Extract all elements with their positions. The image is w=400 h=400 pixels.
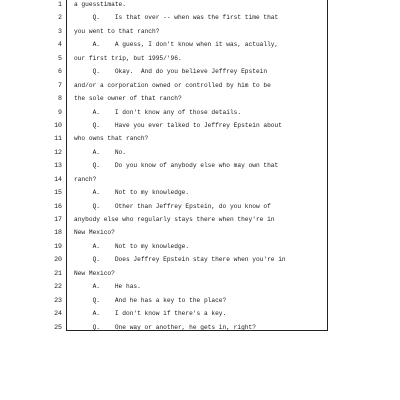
- transcript-line: Q. Have you ever talked to Jeffrey Epstein about: [74, 121, 282, 129]
- line-number: 7: [58, 81, 62, 89]
- transcript-line: A. Not to my knowledge.: [74, 242, 190, 250]
- transcript-line: A. No.: [74, 148, 126, 156]
- line-number: 22: [54, 283, 62, 291]
- line-number: 16: [54, 202, 62, 210]
- line-number: 21: [54, 269, 62, 277]
- line-number: 1: [58, 1, 62, 8]
- transcript-text: [74, 0, 324, 334]
- transcript-line: Q. One way or another, he gets in, right?: [74, 323, 256, 331]
- transcript-line: Q. Is that over -- when was the first time that: [74, 14, 279, 22]
- line-number: 18: [54, 229, 62, 237]
- transcript-line: A. Not to my knowledge.: [74, 189, 190, 197]
- line-number: 8: [58, 95, 62, 103]
- transcript-line: Q. Do you know of anybody else who may own that: [74, 162, 279, 170]
- transcript-line: the sole owner of that ranch?: [74, 95, 182, 103]
- line-number: 2: [58, 14, 62, 22]
- line-number: 15: [54, 189, 62, 197]
- line-number: 19: [54, 242, 62, 250]
- line-number: 13: [54, 162, 62, 170]
- transcript-line: you went to that ranch?: [74, 27, 160, 35]
- line-number: 3: [58, 27, 62, 35]
- line-number: 12: [54, 148, 62, 156]
- transcript-line: A. I don't know if there's a key.: [74, 310, 227, 318]
- transcript-line: New Mexico?: [74, 229, 115, 237]
- transcript-line: A. A guess, I don't know when it was, actually,: [74, 41, 279, 49]
- line-number: 14: [54, 175, 62, 183]
- line-number: 4: [58, 41, 62, 49]
- transcript-line: Q. Other than Jeffrey Epstein, do you know of: [74, 202, 271, 210]
- transcript-line: Q. Does Jeffrey Epstein stay there when you're in: [74, 256, 286, 264]
- transcript-line: a guesstimate.: [74, 1, 126, 8]
- transcript-line: anybody else who regularly stays there when they're in: [74, 216, 275, 223]
- transcript-line: and/or a corporation owned or controlled by him to be: [74, 81, 271, 89]
- transcript-line: ranch?: [74, 175, 97, 183]
- line-number: 25: [54, 323, 62, 331]
- transcript-line: A. I don't know any of those details.: [74, 108, 242, 116]
- line-number: 10: [54, 121, 62, 129]
- line-number: 5: [58, 54, 62, 62]
- line-number: 24: [54, 310, 62, 318]
- transcript-line: New Mexico?: [74, 269, 115, 277]
- line-number: 6: [58, 68, 62, 76]
- transcript-line: A. He has.: [74, 283, 141, 291]
- line-number: 11: [54, 135, 62, 143]
- line-number: 9: [58, 108, 62, 116]
- line-number-column: [36, 0, 62, 334]
- line-number: 20: [54, 256, 62, 264]
- transcript-line: who owns that ranch?: [74, 135, 149, 143]
- line-number: 23: [54, 296, 62, 304]
- transcript-line: Q. And he has a key to the place?: [74, 296, 227, 304]
- line-number: 17: [54, 216, 62, 223]
- transcript-line: Q. Okay. And do you believe Jeffrey Epstein: [74, 68, 268, 76]
- transcript-line: our first trip, but 1995/'96.: [74, 54, 182, 62]
